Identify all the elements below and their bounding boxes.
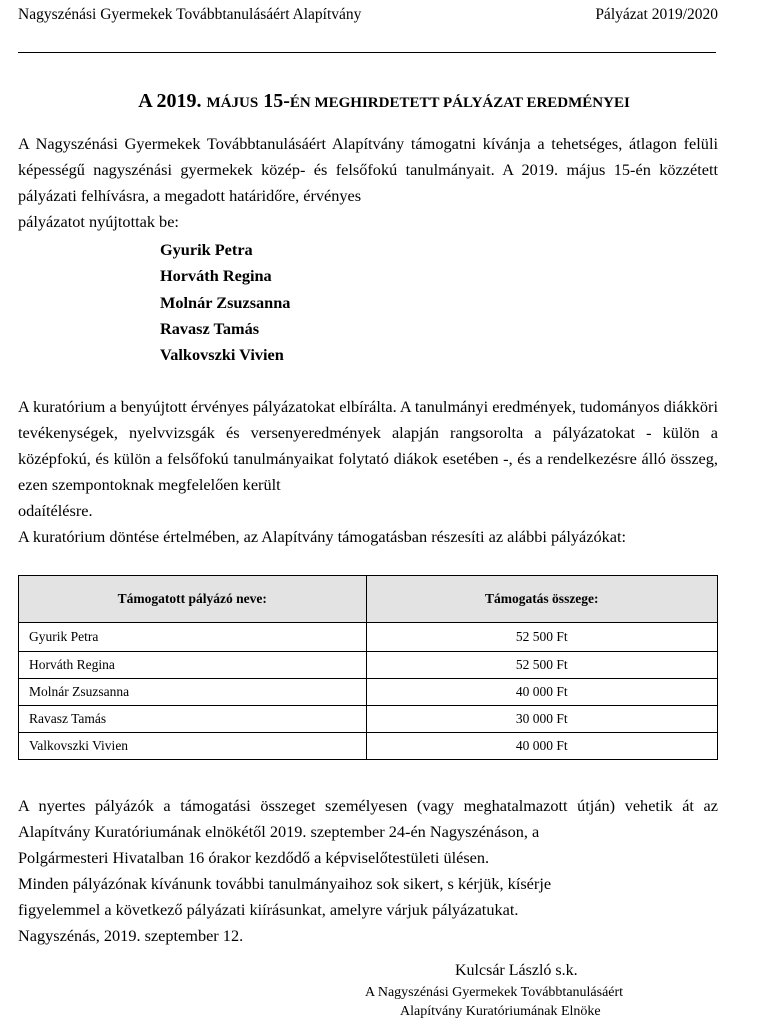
table-header-row [19, 576, 718, 623]
cell-name: Valkovszki Vivien [19, 733, 367, 760]
place-date: Nagyszénás, 2019. szeptember 12. [18, 926, 244, 945]
cell-amount: 40 000 Ft [366, 733, 718, 760]
grants-table [18, 575, 718, 760]
signature-role-line2: Alapítvány Kuratóriumának Elnöke [400, 1004, 601, 1019]
intro-last-line: pályázatot nyújtottak be: [18, 212, 179, 231]
table-row [19, 623, 718, 652]
title-part: A 2019. [138, 90, 207, 112]
table-row [19, 706, 718, 733]
table-row [19, 652, 718, 679]
intro-text: A Nagyszénási Gyermekek Továbbtanulásáért Alapítvány támogatni kívánja a tehetséges, átlagon felüli képességű nagyszénási gyermekek közép- és felsőfokú tanulmányait. A 2019. május 15-én közzétett pályázati felhívásra, a megadott határidőre, érvényes [18, 134, 718, 205]
cell-amount: 52 500 Ft [366, 652, 718, 679]
title-part: ÉN MEGHIRDETETT PÁLYÁZAT EREDMÉNYEI [289, 95, 630, 111]
list-item: Horváth Regina [160, 266, 272, 286]
document-title [0, 90, 768, 113]
table-row [19, 679, 718, 706]
intro-paragraph [18, 131, 718, 235]
evaluation-paragraph [18, 394, 718, 550]
wish-last-line: figyelemmel a következő pályázati kiírásunkat, amelyre várjuk pályázatukat. [18, 900, 519, 919]
collection-text: A nyertes pályázók a támogatási összeget személyesen (vagy meghatalmazott útján) vehetik át az Alapítvány Kuratóriumának elnökétől 2019. szeptember 24-én Nagyszénáson, a [18, 796, 718, 841]
list-item: Ravasz Tamás [160, 318, 260, 338]
column-header-amount: Támogatás összege: [366, 576, 718, 623]
title-part: 15- [258, 90, 290, 112]
list-item: Molnár Zsuzsanna [160, 292, 291, 312]
signature-name: Kulcsár László s.k. [455, 962, 578, 979]
header-organization: Nagyszénási Gyermekek Továbbtanulásáért Alapítvány [18, 6, 362, 23]
cell-name: Ravasz Tamás [19, 706, 367, 733]
evaluation-text: A kuratórium a benyújtott érvényes pályázatokat elbírálta. A tanulmányi eredmények, tudományos diákköri tevékenységek, nyelvvizsgák és versenyeredmények alapján rangsorolta a pályázatokat - külön a középfokú, és külön a felsőfokú tanulmányaikat folytató diákok esetében -, és a rendelkezésre álló összeg, ezen szempontoknak megfelelően került [18, 397, 718, 494]
cell-name: Gyurik Petra [19, 623, 367, 652]
applicant-list [160, 237, 290, 368]
wish-text: Minden pályázónak kívánunk további tanulmányaihoz sok sikert, s kérjük, kísérje [18, 874, 552, 893]
list-item: Valkovszki Vivien [160, 345, 284, 365]
header-reference: Pályázat 2019/2020 [595, 6, 718, 23]
cell-name: Horváth Regina [19, 652, 367, 679]
collection-last-line: Polgármesteri Hivatalban 16 órakor kezdődő a képviselőtestületi ülésen. [18, 848, 490, 867]
title-part: MÁJUS [206, 95, 259, 111]
cell-name: Molnár Zsuzsanna [19, 679, 367, 706]
page-header [18, 6, 718, 32]
header-divider [18, 52, 716, 53]
cell-amount: 52 500 Ft [366, 623, 718, 652]
table-row [19, 733, 718, 760]
column-header-name: Támogatott pályázó neve: [19, 576, 367, 623]
cell-amount: 30 000 Ft [366, 706, 718, 733]
evaluation-last-line: odaítélésre. [18, 501, 93, 520]
decision-text: A kuratórium döntése értelmében, az Alapítvány támogatásban részesíti az alábbi pályázókat: [18, 527, 627, 546]
list-item: Gyurik Petra [160, 240, 253, 259]
closing-paragraph [18, 793, 718, 949]
cell-amount: 40 000 Ft [366, 679, 718, 706]
signature-role-line1: A Nagyszénási Gyermekek Továbbtanulásáért [365, 985, 624, 1000]
